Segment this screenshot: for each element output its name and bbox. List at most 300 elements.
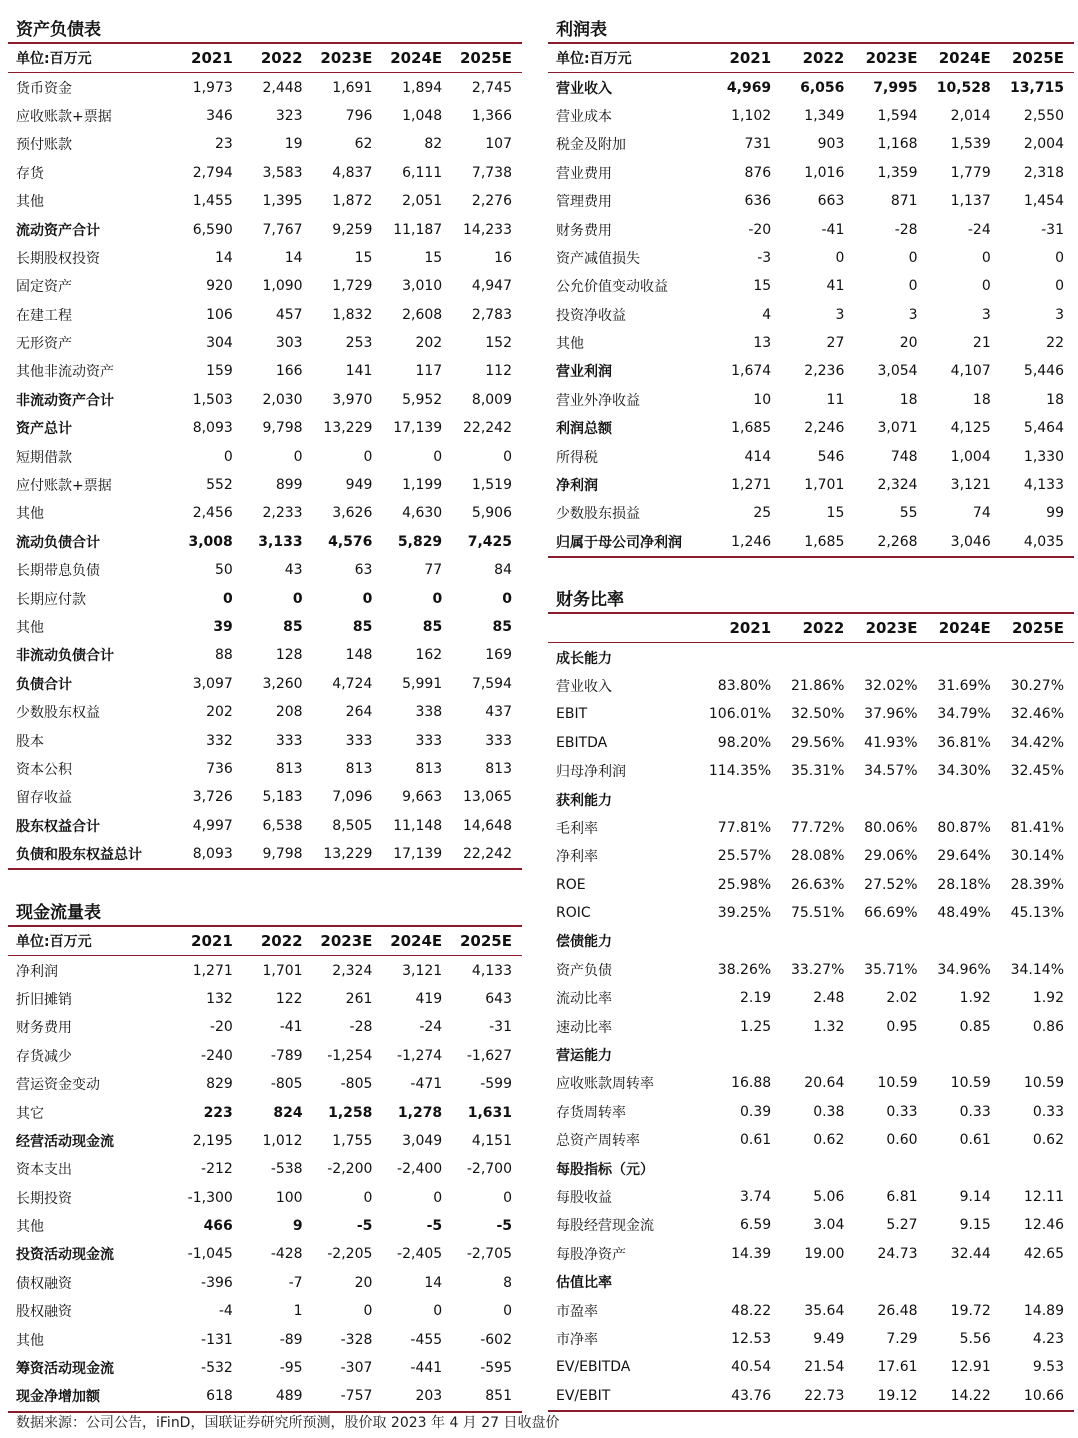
table-row bbox=[548, 244, 1074, 272]
cell-value: 25 bbox=[753, 505, 772, 522]
cell-value: 34.96% bbox=[937, 961, 991, 978]
table-row bbox=[8, 215, 522, 243]
cell-value bbox=[928, 1268, 1001, 1296]
table-row bbox=[548, 814, 1074, 842]
row-label: 股权融资 bbox=[16, 1304, 72, 1321]
cell-value: 1,090 bbox=[262, 278, 303, 295]
cell-value: 1,246 bbox=[731, 533, 772, 550]
cell-value: 0 bbox=[981, 249, 991, 266]
table-row bbox=[548, 102, 1074, 130]
cell-value: 55 bbox=[899, 505, 918, 522]
cell-value: 0 bbox=[981, 278, 991, 295]
cell-value: 122 bbox=[275, 990, 303, 1007]
cell-value: 1,271 bbox=[731, 477, 772, 494]
cell-value: 618 bbox=[206, 1388, 233, 1405]
cell-value: 2,233 bbox=[262, 505, 303, 522]
row-label: 资产总计 bbox=[16, 421, 72, 438]
cell-value: 0 bbox=[908, 249, 918, 266]
cell-value: 876 bbox=[744, 164, 772, 181]
cell-value: 0 bbox=[433, 1189, 443, 1206]
cell-value: 32.46% bbox=[1010, 706, 1064, 723]
table-row bbox=[8, 755, 522, 783]
cash-flow-title: 现金流量表 bbox=[8, 897, 522, 927]
cell-value: 851 bbox=[485, 1388, 512, 1405]
cell-value: 20 bbox=[899, 335, 918, 352]
cell-value bbox=[928, 785, 1001, 813]
cell-value: 162 bbox=[415, 647, 443, 664]
unit-header: 单位:百万元 bbox=[16, 934, 92, 951]
cell-value: 25.57% bbox=[717, 848, 772, 865]
cell-value: 0 bbox=[502, 590, 512, 607]
cell-value: 141 bbox=[345, 363, 373, 380]
cell-value: 33.27% bbox=[790, 961, 845, 978]
cell-value: -595 bbox=[480, 1360, 512, 1377]
row-label: 应收账款+票据 bbox=[16, 108, 112, 125]
table-row bbox=[8, 329, 522, 357]
cell-value: 20 bbox=[354, 1274, 373, 1291]
cell-value: 457 bbox=[275, 306, 303, 323]
cell-value: 4,035 bbox=[1023, 533, 1064, 550]
cell-value: 45.13% bbox=[1010, 905, 1064, 922]
table-row bbox=[548, 301, 1074, 329]
cell-value: 0 bbox=[908, 278, 918, 295]
row-label: 存货周转率 bbox=[556, 1104, 626, 1121]
cell-value: 2,195 bbox=[192, 1132, 233, 1149]
cell-value bbox=[854, 1268, 927, 1296]
cell-value: 14.39 bbox=[731, 1245, 772, 1262]
table-row bbox=[548, 757, 1074, 785]
cell-value: 2,550 bbox=[1023, 107, 1064, 124]
row-label: 长期应付款 bbox=[16, 591, 86, 608]
cell-value: 2,236 bbox=[804, 363, 845, 380]
cell-value bbox=[1001, 785, 1074, 813]
cell-value: 132 bbox=[206, 990, 233, 1007]
row-label: 投资活动现金流 bbox=[16, 1247, 114, 1264]
cell-value: 9.14 bbox=[959, 1189, 991, 1205]
cell-value: 21 bbox=[972, 335, 991, 352]
row-label: 经营活动现金流 bbox=[16, 1133, 114, 1150]
row-label: 每股经营现金流 bbox=[556, 1218, 654, 1235]
cell-value: 7,425 bbox=[467, 533, 512, 550]
cell-value: 1,503 bbox=[192, 391, 233, 408]
cell-value: -41 bbox=[821, 221, 845, 238]
cell-value: 1,755 bbox=[332, 1132, 373, 1149]
cell-value: -2,205 bbox=[327, 1246, 373, 1263]
cell-value: 4,969 bbox=[726, 79, 772, 96]
cell-value: 4,125 bbox=[950, 420, 991, 437]
row-label: 应收账款周转率 bbox=[556, 1076, 654, 1093]
table-row bbox=[8, 1382, 522, 1411]
cell-value: 13,065 bbox=[463, 789, 512, 806]
cell-value: 43 bbox=[284, 562, 303, 579]
table-row bbox=[8, 1297, 522, 1325]
cell-value: 6,056 bbox=[800, 79, 845, 96]
row-label: 资产减值损失 bbox=[556, 250, 640, 267]
row-label: 每股收益 bbox=[556, 1190, 612, 1206]
cell-value: 899 bbox=[275, 477, 303, 494]
cell-value: -5 bbox=[496, 1218, 512, 1235]
cash-flow-panel bbox=[8, 897, 522, 1413]
cell-value: 166 bbox=[275, 363, 303, 380]
cell-value: -757 bbox=[340, 1388, 373, 1405]
cell-value: 22.73 bbox=[804, 1387, 845, 1404]
cell-value: 7,594 bbox=[471, 675, 512, 692]
table-row bbox=[8, 1013, 522, 1041]
cell-value: -89 bbox=[279, 1331, 303, 1348]
cell-value: 3,054 bbox=[877, 363, 918, 380]
cell-value: 466 bbox=[203, 1218, 233, 1235]
cell-value: -240 bbox=[201, 1047, 233, 1064]
cell-value: 1,278 bbox=[397, 1104, 443, 1121]
cell-value: 28.39% bbox=[1010, 876, 1064, 893]
row-label: 营业利润 bbox=[556, 364, 612, 381]
row-label: 营业收入 bbox=[556, 80, 612, 97]
cell-value: -41 bbox=[279, 1019, 303, 1036]
row-label: 其它 bbox=[16, 1105, 44, 1122]
cell-value: 0.85 bbox=[959, 1018, 991, 1035]
ratios-panel bbox=[548, 584, 1074, 1412]
cell-value: 5,906 bbox=[471, 505, 512, 522]
table-row bbox=[8, 1070, 522, 1098]
cell-value: 7.29 bbox=[886, 1330, 918, 1347]
cell-value: 1,048 bbox=[402, 107, 443, 124]
cell-value: 1,729 bbox=[332, 278, 373, 295]
row-label: 净利率 bbox=[556, 849, 598, 866]
row-label: 公允价值变动收益 bbox=[556, 279, 668, 296]
table-row bbox=[548, 1325, 1074, 1353]
cell-value: 0 bbox=[293, 448, 303, 465]
cell-value: 43.76 bbox=[731, 1387, 772, 1404]
cell-value: 85 bbox=[422, 619, 443, 635]
cell-value: 15 bbox=[354, 249, 373, 266]
cell-value: 83.80% bbox=[717, 677, 772, 694]
cell-value: 1,594 bbox=[877, 107, 918, 124]
table-row bbox=[8, 670, 522, 698]
cell-value: 13,229 bbox=[323, 846, 373, 863]
row-label: 财务费用 bbox=[556, 222, 612, 239]
cell-value: 437 bbox=[485, 704, 512, 721]
cell-value: 3 bbox=[835, 306, 845, 323]
cell-value: 80.87% bbox=[937, 819, 991, 836]
cell-value: 22,242 bbox=[463, 846, 512, 863]
table-row bbox=[8, 956, 522, 985]
cell-value: 12.11 bbox=[1023, 1189, 1064, 1205]
row-label: ROIC bbox=[556, 905, 591, 922]
cell-value: 4.23 bbox=[1032, 1330, 1064, 1347]
row-label: 速动比率 bbox=[556, 1019, 612, 1036]
cell-value: 13,715 bbox=[1009, 79, 1064, 96]
cell-value: 100 bbox=[275, 1189, 303, 1206]
table-row bbox=[548, 1069, 1074, 1097]
cell-value: 304 bbox=[206, 335, 233, 352]
cell-value: -4 bbox=[218, 1303, 233, 1320]
cell-value: -805 bbox=[340, 1076, 373, 1093]
cell-value: 1,359 bbox=[877, 164, 918, 181]
cell-value: -20 bbox=[209, 1019, 233, 1036]
cell-value bbox=[708, 927, 781, 955]
cell-value: 117 bbox=[415, 363, 443, 380]
year-header: 2023E bbox=[320, 932, 373, 951]
cell-value: 15 bbox=[424, 249, 443, 266]
cell-value: 10,528 bbox=[936, 79, 991, 96]
table-row bbox=[548, 357, 1074, 385]
cell-value: 84 bbox=[494, 562, 512, 579]
cell-value: 7,096 bbox=[332, 789, 373, 806]
cell-value: -31 bbox=[1041, 221, 1064, 238]
cell-value: 62 bbox=[354, 136, 373, 153]
row-label: 偿债能力 bbox=[556, 934, 612, 951]
cell-value: 2,608 bbox=[402, 306, 443, 323]
cell-value: 2,318 bbox=[1023, 164, 1064, 181]
table-row bbox=[8, 556, 522, 584]
row-label: 其他 bbox=[16, 194, 44, 211]
cell-value: 3 bbox=[981, 306, 991, 323]
cell-value: 871 bbox=[890, 193, 918, 210]
row-label: 投资净收益 bbox=[556, 307, 626, 324]
table-row bbox=[548, 499, 1074, 527]
cell-value: 148 bbox=[345, 647, 373, 664]
cell-value: 38.26% bbox=[717, 961, 772, 978]
cell-value: 0 bbox=[292, 590, 303, 607]
cell-value: 4,947 bbox=[471, 278, 512, 295]
cell-value: 169 bbox=[485, 647, 512, 664]
cell-value: 14 bbox=[284, 249, 303, 266]
cell-value: 4,151 bbox=[471, 1132, 512, 1149]
cell-value: 27.52% bbox=[864, 876, 918, 893]
row-label: 市净率 bbox=[556, 1331, 598, 1348]
cell-value bbox=[928, 1041, 1001, 1069]
cell-value bbox=[1001, 643, 1074, 672]
section-row bbox=[548, 785, 1074, 813]
table-row bbox=[8, 499, 522, 527]
row-label: 财务费用 bbox=[16, 1020, 72, 1037]
table-header-row bbox=[548, 44, 1074, 73]
cell-value: 85 bbox=[283, 619, 303, 635]
cell-value: 32.50% bbox=[790, 706, 845, 723]
row-label: EV/EBIT bbox=[556, 1387, 611, 1404]
cell-value: 4,576 bbox=[328, 533, 373, 550]
year-header: 2022 bbox=[260, 932, 303, 951]
cell-value: 1,685 bbox=[804, 533, 845, 550]
cell-value: 796 bbox=[345, 107, 373, 124]
table-row bbox=[8, 102, 522, 130]
year-header: 2022 bbox=[802, 49, 845, 68]
row-label: 其他 bbox=[16, 506, 44, 523]
cell-value: 3,626 bbox=[332, 505, 373, 522]
unit-header: 单位:百万元 bbox=[556, 51, 632, 68]
table-row bbox=[8, 1155, 522, 1183]
table-row bbox=[8, 414, 522, 442]
row-label: 营业成本 bbox=[556, 108, 612, 125]
cell-value: 26.48 bbox=[877, 1302, 918, 1319]
row-label: 营运资金变动 bbox=[16, 1077, 100, 1094]
table-row bbox=[8, 1269, 522, 1297]
cell-value: 98.20% bbox=[717, 734, 772, 751]
row-label: 估值比率 bbox=[556, 1275, 612, 1292]
cell-value: 10.59 bbox=[877, 1075, 918, 1092]
row-label: 货币资金 bbox=[16, 80, 72, 97]
cell-value bbox=[928, 927, 1001, 955]
cell-value: 106 bbox=[206, 306, 233, 323]
cell-value: 0 bbox=[363, 448, 373, 465]
cell-value bbox=[1001, 1041, 1074, 1069]
cell-value: 13 bbox=[753, 335, 772, 352]
row-label: 资本公积 bbox=[16, 761, 72, 778]
cell-value: 0.38 bbox=[813, 1103, 845, 1120]
row-label: 流动负债合计 bbox=[16, 534, 100, 551]
year-header: 2025E bbox=[460, 49, 512, 68]
cell-value: 3,726 bbox=[192, 789, 233, 806]
cell-value: -1,300 bbox=[187, 1189, 233, 1206]
cell-value: 1.92 bbox=[959, 990, 991, 1007]
cell-value: 85 bbox=[352, 619, 373, 635]
row-label: 营业费用 bbox=[556, 165, 612, 182]
cell-value: 4,133 bbox=[1023, 477, 1064, 494]
cell-value: 77.81% bbox=[717, 819, 772, 836]
cell-value: 3,010 bbox=[402, 278, 443, 295]
row-label: 营业收入 bbox=[556, 678, 612, 695]
row-label: 归属于母公司净利润 bbox=[556, 534, 682, 551]
cell-value bbox=[928, 643, 1001, 672]
cell-value: 30.14% bbox=[1010, 848, 1064, 865]
cell-value: -789 bbox=[270, 1047, 303, 1064]
table-row bbox=[8, 528, 522, 556]
cell-value: -307 bbox=[340, 1360, 373, 1377]
cell-value: 0 bbox=[1055, 249, 1064, 266]
year-header: 2025E bbox=[460, 932, 512, 951]
year-header: 2023E bbox=[865, 619, 918, 638]
cell-value: -471 bbox=[410, 1076, 443, 1093]
cell-value: 1,519 bbox=[471, 477, 512, 494]
cell-value: 8,093 bbox=[192, 420, 233, 437]
row-label: 短期借款 bbox=[16, 449, 72, 466]
cell-value bbox=[854, 927, 927, 955]
cell-value: -2,705 bbox=[466, 1246, 512, 1263]
cell-value: 0.62 bbox=[813, 1132, 845, 1149]
cell-value: 77.72% bbox=[790, 819, 845, 836]
cell-value bbox=[708, 1154, 781, 1182]
cell-value: 3,121 bbox=[950, 477, 991, 494]
cell-value: 253 bbox=[345, 335, 373, 352]
cell-value: 81.41% bbox=[1010, 819, 1064, 836]
cell-value: 1,973 bbox=[192, 79, 233, 96]
table-row bbox=[548, 414, 1074, 442]
cell-value: 1,199 bbox=[402, 477, 443, 494]
cell-value: 21.86% bbox=[790, 677, 845, 694]
cell-value: -20 bbox=[748, 221, 772, 238]
cell-value: 3.04 bbox=[813, 1217, 845, 1234]
cell-value: 2,745 bbox=[471, 79, 512, 96]
cell-value: 18 bbox=[899, 391, 918, 408]
cell-value: 3,008 bbox=[188, 533, 233, 550]
cell-value: 6.81 bbox=[886, 1189, 918, 1205]
cell-value: 10 bbox=[753, 391, 772, 408]
cell-value: 17,139 bbox=[393, 846, 443, 863]
cell-value: 12.46 bbox=[1023, 1217, 1064, 1234]
row-label: 流动资产合计 bbox=[16, 222, 100, 239]
row-label: 股本 bbox=[16, 733, 44, 750]
cell-value: 80.06% bbox=[864, 819, 918, 836]
table-row bbox=[548, 899, 1074, 927]
row-label: 在建工程 bbox=[16, 307, 72, 324]
cell-value: 99 bbox=[1046, 505, 1064, 522]
cell-value: 30.27% bbox=[1010, 677, 1064, 694]
cell-value: 1,366 bbox=[471, 107, 512, 124]
cell-value: 11,148 bbox=[393, 817, 443, 834]
row-label: 其他 bbox=[556, 336, 584, 353]
cell-value: 338 bbox=[415, 704, 443, 721]
cell-value: 26.63% bbox=[790, 876, 845, 893]
cell-value: 85 bbox=[492, 619, 512, 635]
row-label: 成长能力 bbox=[556, 650, 612, 667]
cell-value: 77 bbox=[424, 562, 443, 579]
cell-value: 15 bbox=[826, 505, 845, 522]
cell-value: 0.39 bbox=[740, 1103, 772, 1120]
cell-value: -2,200 bbox=[327, 1161, 373, 1178]
row-label: 留存收益 bbox=[16, 790, 72, 807]
year-header: 2021 bbox=[191, 932, 233, 951]
cell-value: 5.06 bbox=[813, 1189, 845, 1205]
year-header: 2025E bbox=[1012, 619, 1064, 638]
cell-value: 4,837 bbox=[332, 164, 373, 181]
table-row bbox=[548, 130, 1074, 158]
cell-value: 19.12 bbox=[877, 1387, 918, 1404]
table-row bbox=[548, 272, 1074, 300]
cell-value: 552 bbox=[206, 477, 233, 494]
cell-value: -2,700 bbox=[466, 1161, 512, 1178]
cell-value: 0 bbox=[433, 448, 443, 465]
table-row bbox=[548, 1126, 1074, 1154]
cell-value: 824 bbox=[273, 1104, 303, 1121]
cell-value: 0.95 bbox=[886, 1018, 918, 1035]
row-label: 资产负债 bbox=[556, 962, 612, 979]
table-row bbox=[8, 1098, 522, 1126]
cell-value: 1,685 bbox=[731, 420, 772, 437]
year-header: 2021 bbox=[191, 49, 233, 68]
cell-value: 16.88 bbox=[731, 1075, 772, 1092]
row-label: 债权融资 bbox=[16, 1275, 72, 1292]
row-label: 长期股权投资 bbox=[16, 250, 100, 267]
cell-value: 14 bbox=[214, 249, 233, 266]
row-label: 预付账款 bbox=[16, 137, 72, 154]
cell-value: 2,783 bbox=[471, 306, 512, 323]
year-header: 2022 bbox=[802, 619, 845, 638]
cell-value: 203 bbox=[415, 1388, 443, 1405]
cell-value: 2,004 bbox=[1023, 136, 1064, 153]
cell-value: 50 bbox=[214, 562, 233, 579]
cell-value: 29.64% bbox=[937, 848, 991, 865]
cell-value: 17,139 bbox=[393, 420, 443, 437]
cell-value: 32.45% bbox=[1010, 763, 1064, 780]
cell-value: 74 bbox=[972, 505, 991, 522]
row-label: 负债合计 bbox=[16, 676, 72, 693]
table-row bbox=[548, 329, 1074, 357]
cell-value: 0 bbox=[362, 590, 373, 607]
row-label: 其他 bbox=[16, 1332, 44, 1349]
table-row bbox=[548, 956, 1074, 984]
cell-value: 32.02% bbox=[864, 677, 918, 694]
row-label: 营业外净收益 bbox=[556, 392, 640, 409]
table-row bbox=[8, 812, 522, 840]
cell-value: 1,349 bbox=[804, 107, 845, 124]
cell-value: 0 bbox=[363, 1189, 373, 1206]
cell-value: 2,246 bbox=[804, 420, 845, 437]
table-row bbox=[8, 1240, 522, 1268]
cell-value: 261 bbox=[345, 990, 373, 1007]
table-header-row bbox=[548, 614, 1074, 643]
cell-value: 1,691 bbox=[332, 79, 373, 96]
cell-value: -1,274 bbox=[397, 1047, 443, 1064]
